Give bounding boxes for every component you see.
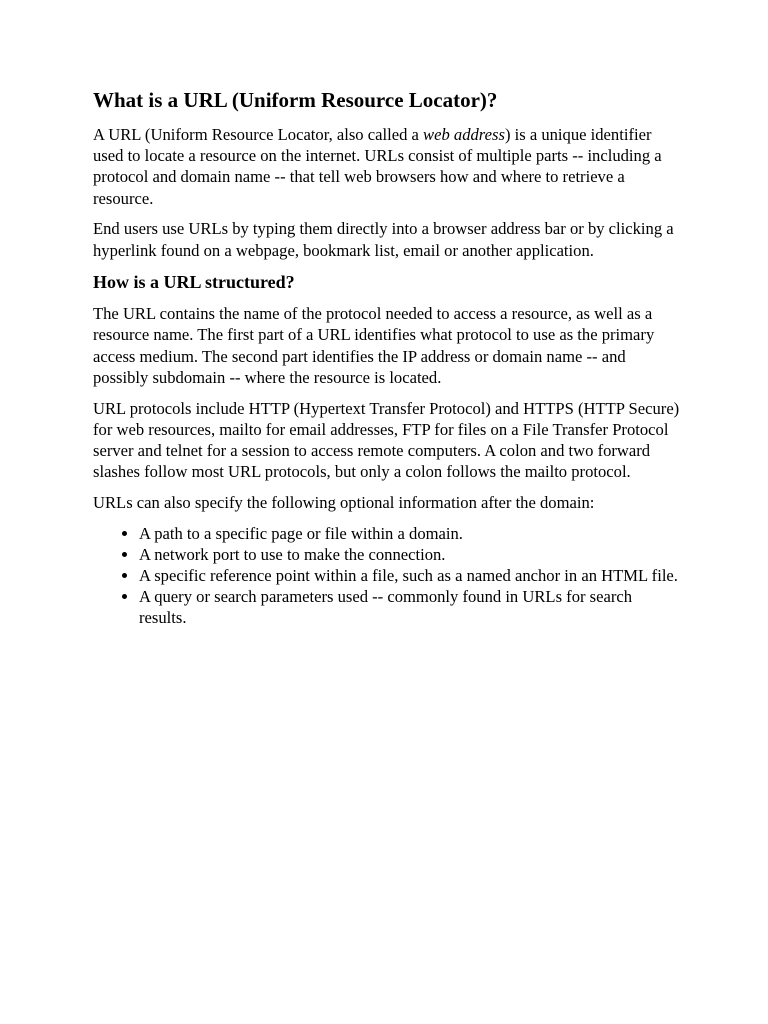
list-item: • A specific reference point within a file, such as a named anchor in an HTML file. (139, 565, 683, 586)
section-paragraph-2: URL protocols include HTTP (Hypertext Transfer Protocol) and HTTPS (HTTP Secure) for web resources, mailto for email addresses, FTP for files on a File Transfer Protocol server and telnet for a session to access remote computers. A colon and two forward slashes follow most URL protocols, but only a colon follows the mailto protocol. (93, 398, 680, 482)
section-heading: How is a URL structured? (93, 272, 295, 293)
intro-emphasis: web address (423, 125, 505, 144)
page-title: What is a URL (Uniform Resource Locator)? (93, 88, 498, 112)
intro-text-after: ) is a unique identifier used to locate a resource on the internet. URLs consist of multiple parts -- including a protocol and domain name -- that tell web browsers how and where to retrieve a resource. (93, 125, 662, 208)
list-item: • A query or search parameters used -- commonly found in URLs for search results. (139, 586, 683, 628)
list-item: • A path to a specific page or file within a domain. (139, 523, 683, 544)
list-item: • A network port to use to make the connection. (139, 544, 683, 565)
intro-paragraph-2: End users use URLs by typing them directly into a browser address bar or by clicking a hyperlink found on a webpage, bookmark list, email or another application. (93, 219, 674, 260)
section-paragraph-1: The URL contains the name of the protocol needed to access a resource, as well as a resource name. The first part of a URL identifies what protocol to use as the primary access medium. The second part identifies the IP address or domain name -- and possibly subdomain -- where the resource is located. (93, 304, 655, 387)
optional-info-list (93, 523, 683, 629)
document-page (93, 86, 683, 629)
intro-paragraph-1 (93, 124, 683, 209)
intro-text-before: A URL (Uniform Resource Locator, also called a (93, 125, 424, 144)
section-paragraph-3: URLs can also specify the following optional information after the domain: (93, 492, 595, 512)
